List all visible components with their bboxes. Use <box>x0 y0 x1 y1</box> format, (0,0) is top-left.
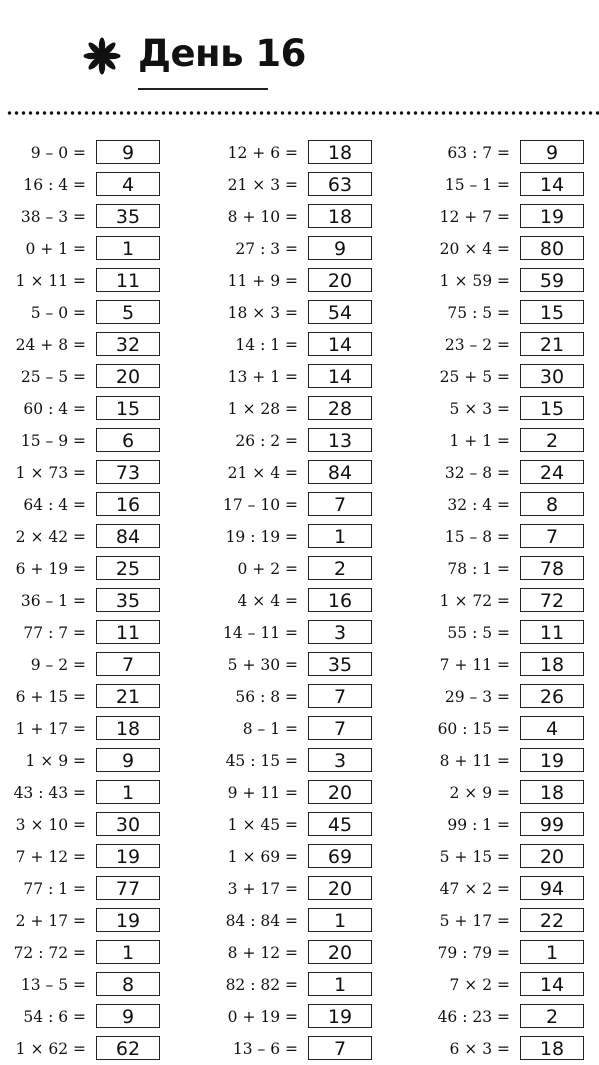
answer-box[interactable]: 54 <box>308 300 372 324</box>
answer-box[interactable]: 18 <box>520 1036 584 1060</box>
answer-box[interactable]: 59 <box>520 268 584 292</box>
exercise-expression: 7 × 2 = <box>449 976 510 994</box>
exercise-row <box>424 681 599 713</box>
exercise-expression: 1 + 1 = <box>449 432 510 450</box>
answer-box[interactable]: 14 <box>520 972 584 996</box>
answer-box[interactable]: 19 <box>96 844 160 868</box>
exercise-expression: 79 : 79 = <box>437 944 510 962</box>
answer-box[interactable]: 9 <box>308 236 372 260</box>
exercise-expression: 15 – 1 = <box>444 176 510 194</box>
answer-box[interactable]: 3 <box>308 620 372 644</box>
exercise-row <box>0 873 180 905</box>
answer-box[interactable]: 19 <box>520 748 584 772</box>
exercise-row <box>0 137 180 169</box>
exercise-row <box>424 969 599 1001</box>
exercise-expression: 5 × 3 = <box>449 400 510 418</box>
exercise-expression: 9 + 11 = <box>227 784 298 802</box>
exercise-row <box>212 873 392 905</box>
answer-box[interactable]: 21 <box>520 332 584 356</box>
dotted-divider <box>6 110 599 116</box>
exercise-row <box>212 681 392 713</box>
answer-box[interactable]: 8 <box>96 972 160 996</box>
exercise-expression: 1 × 45 = <box>227 816 298 834</box>
answer-box[interactable]: 72 <box>520 588 584 612</box>
exercise-expression: 15 – 8 = <box>444 528 510 546</box>
answer-box[interactable]: 8 <box>520 492 584 516</box>
answer-box[interactable]: 14 <box>520 172 584 196</box>
exercise-row <box>212 457 392 489</box>
answer-box[interactable]: 18 <box>308 204 372 228</box>
exercise-row <box>212 521 392 553</box>
exercise-row <box>212 489 392 521</box>
exercise-expression: 14 – 11 = <box>223 624 298 642</box>
exercise-row <box>0 969 180 1001</box>
answer-box[interactable]: 35 <box>308 652 372 676</box>
answer-box[interactable]: 30 <box>96 812 160 836</box>
exercise-expression: 36 – 1 = <box>20 592 86 610</box>
exercise-expression: 82 : 82 = <box>225 976 298 994</box>
exercise-row <box>212 329 392 361</box>
exercise-expression: 1 + 17 = <box>15 720 86 738</box>
exercise-row <box>212 809 392 841</box>
exercise-row <box>212 297 392 329</box>
answer-box[interactable]: 11 <box>520 620 584 644</box>
exercise-row <box>424 361 599 393</box>
exercise-row <box>424 649 599 681</box>
exercise-expression: 77 : 7 = <box>23 624 86 642</box>
answer-box[interactable]: 20 <box>308 780 372 804</box>
exercise-row <box>212 553 392 585</box>
exercise-expression: 72 : 72 = <box>13 944 86 962</box>
exercise-row <box>0 649 180 681</box>
answer-box[interactable]: 1 <box>96 236 160 260</box>
exercise-row <box>424 1033 599 1065</box>
answer-box[interactable]: 21 <box>96 684 160 708</box>
exercise-row <box>0 169 180 201</box>
exercise-row <box>0 521 180 553</box>
exercise-expression: 1 × 11 = <box>15 272 86 290</box>
exercise-row <box>424 553 599 585</box>
answer-box[interactable]: 11 <box>96 268 160 292</box>
exercise-expression: 24 + 8 = <box>15 336 86 354</box>
answer-box[interactable]: 15 <box>520 300 584 324</box>
exercise-expression: 2 × 42 = <box>15 528 86 546</box>
exercise-expression: 75 : 5 = <box>447 304 510 322</box>
exercise-expression: 23 – 2 = <box>444 336 510 354</box>
exercise-row <box>212 617 392 649</box>
exercise-row <box>0 777 180 809</box>
answer-box[interactable]: 4 <box>520 716 584 740</box>
exercise-row <box>212 777 392 809</box>
exercise-row <box>212 1001 392 1033</box>
exercise-column-3 <box>424 137 599 1065</box>
exercise-row <box>0 905 180 937</box>
exercise-expression: 21 × 4 = <box>227 464 298 482</box>
exercise-expression: 1 × 69 = <box>227 848 298 866</box>
answer-box[interactable]: 84 <box>308 460 372 484</box>
exercise-row <box>424 1001 599 1033</box>
answer-box[interactable]: 9 <box>96 140 160 164</box>
exercise-expression: 8 + 11 = <box>439 752 510 770</box>
answer-box[interactable]: 13 <box>308 428 372 452</box>
exercise-expression: 5 + 30 = <box>227 656 298 674</box>
exercise-expression: 13 + 1 = <box>227 368 298 386</box>
exercise-row <box>212 169 392 201</box>
exercise-row <box>212 425 392 457</box>
answer-box[interactable]: 77 <box>96 876 160 900</box>
exercise-expression: 26 : 2 = <box>235 432 298 450</box>
answer-box[interactable]: 3 <box>308 748 372 772</box>
exercise-expression: 1 × 73 = <box>15 464 86 482</box>
answer-box[interactable]: 7 <box>308 684 372 708</box>
exercise-row <box>424 713 599 745</box>
exercise-row <box>424 937 599 969</box>
exercise-expression: 9 – 0 = <box>30 144 86 162</box>
answer-box[interactable]: 11 <box>96 620 160 644</box>
exercise-expression: 4 × 4 = <box>237 592 298 610</box>
exercise-expression: 32 : 4 = <box>447 496 510 514</box>
exercise-expression: 12 + 6 = <box>227 144 298 162</box>
exercise-row <box>0 745 180 777</box>
exercise-expression: 7 + 11 = <box>439 656 510 674</box>
answer-box[interactable]: 9 <box>520 140 584 164</box>
exercise-row <box>0 841 180 873</box>
answer-box[interactable]: 18 <box>520 652 584 676</box>
exercise-expression: 5 + 17 = <box>439 912 510 930</box>
answer-box[interactable]: 30 <box>520 364 584 388</box>
exercise-expression: 60 : 15 = <box>437 720 510 738</box>
answer-box[interactable]: 7 <box>308 716 372 740</box>
exercise-expression: 29 – 3 = <box>444 688 510 706</box>
answer-box[interactable]: 84 <box>96 524 160 548</box>
page-title: День 16 <box>138 32 306 75</box>
title-underline <box>138 88 268 90</box>
exercise-row <box>0 457 180 489</box>
exercise-row <box>424 905 599 937</box>
exercise-expression: 27 : 3 = <box>235 240 298 258</box>
answer-box[interactable]: 1 <box>520 940 584 964</box>
exercise-expression: 8 + 10 = <box>227 208 298 226</box>
answer-box[interactable]: 24 <box>520 460 584 484</box>
exercise-expression: 1 × 72 = <box>439 592 510 610</box>
exercise-row <box>0 713 180 745</box>
answer-box[interactable]: 18 <box>520 780 584 804</box>
answer-box[interactable]: 15 <box>520 396 584 420</box>
exercise-row <box>212 361 392 393</box>
exercise-row <box>212 937 392 969</box>
exercise-expression: 9 – 2 = <box>30 656 86 674</box>
exercise-row <box>424 297 599 329</box>
answer-box[interactable]: 2 <box>308 556 372 580</box>
exercise-expression: 1 × 9 = <box>25 752 86 770</box>
exercise-expression: 63 : 7 = <box>447 144 510 162</box>
exercise-expression: 6 + 19 = <box>15 560 86 578</box>
exercise-expression: 12 + 7 = <box>439 208 510 226</box>
exercise-expression: 21 × 3 = <box>227 176 298 194</box>
answer-box[interactable]: 26 <box>520 684 584 708</box>
exercise-row <box>424 137 599 169</box>
exercise-row <box>424 265 599 297</box>
exercise-row <box>424 489 599 521</box>
exercise-row <box>424 425 599 457</box>
exercise-expression: 47 × 2 = <box>439 880 510 898</box>
exercise-expression: 45 : 15 = <box>225 752 298 770</box>
exercise-expression: 11 + 9 = <box>227 272 298 290</box>
answer-box[interactable]: 1 <box>96 780 160 804</box>
answer-box[interactable]: 1 <box>308 972 372 996</box>
answer-box[interactable]: 20 <box>308 876 372 900</box>
exercise-expression: 20 × 4 = <box>439 240 510 258</box>
answer-box[interactable]: 18 <box>96 716 160 740</box>
exercise-row <box>0 361 180 393</box>
exercise-row <box>0 201 180 233</box>
exercise-row <box>212 745 392 777</box>
exercise-expression: 6 × 3 = <box>449 1040 510 1058</box>
answer-box[interactable]: 78 <box>520 556 584 580</box>
exercise-row <box>212 393 392 425</box>
exercise-row <box>0 393 180 425</box>
exercise-row <box>424 393 599 425</box>
exercise-expression: 13 – 6 = <box>232 1040 298 1058</box>
answer-box[interactable]: 7 <box>520 524 584 548</box>
exercise-row <box>0 489 180 521</box>
answer-box[interactable]: 19 <box>96 908 160 932</box>
exercise-row <box>424 585 599 617</box>
answer-box[interactable]: 20 <box>308 940 372 964</box>
answer-box[interactable]: 32 <box>96 332 160 356</box>
exercise-expression: 77 : 1 = <box>23 880 86 898</box>
exercise-row <box>0 265 180 297</box>
exercise-row <box>0 937 180 969</box>
exercise-row <box>424 329 599 361</box>
exercise-expression: 0 + 2 = <box>237 560 298 578</box>
exercise-expression: 38 – 3 = <box>20 208 86 226</box>
exercise-row <box>424 873 599 905</box>
exercise-row <box>212 713 392 745</box>
exercise-expression: 3 × 10 = <box>15 816 86 834</box>
exercise-expression: 60 : 4 = <box>23 400 86 418</box>
exercise-row <box>212 233 392 265</box>
exercise-row <box>424 457 599 489</box>
exercise-row <box>0 297 180 329</box>
exercise-row <box>0 681 180 713</box>
exercise-row <box>212 137 392 169</box>
exercise-row <box>424 777 599 809</box>
exercise-expression: 78 : 1 = <box>447 560 510 578</box>
page-header <box>0 0 599 110</box>
exercise-row <box>424 617 599 649</box>
exercise-row <box>0 1033 180 1065</box>
answer-box[interactable]: 80 <box>520 236 584 260</box>
answer-box[interactable]: 73 <box>96 460 160 484</box>
exercise-expression: 84 : 84 = <box>225 912 298 930</box>
exercise-row <box>0 553 180 585</box>
exercise-row <box>0 233 180 265</box>
exercise-row <box>424 201 599 233</box>
answer-box[interactable]: 1 <box>308 908 372 932</box>
answer-box[interactable]: 15 <box>96 396 160 420</box>
answer-box[interactable]: 62 <box>96 1036 160 1060</box>
exercise-expression: 14 : 1 = <box>235 336 298 354</box>
exercise-row <box>0 809 180 841</box>
exercise-expression: 2 × 9 = <box>449 784 510 802</box>
exercise-row <box>212 905 392 937</box>
exercise-expression: 1 × 28 = <box>227 400 298 418</box>
exercise-column-1 <box>0 137 180 1065</box>
exercise-expression: 1 × 62 = <box>15 1040 86 1058</box>
exercise-expression: 2 + 17 = <box>15 912 86 930</box>
exercise-row <box>0 617 180 649</box>
exercise-expression: 18 × 3 = <box>227 304 298 322</box>
exercise-row <box>424 233 599 265</box>
answer-box[interactable]: 63 <box>308 172 372 196</box>
exercise-expression: 43 : 43 = <box>13 784 86 802</box>
answer-box[interactable]: 7 <box>96 652 160 676</box>
exercise-expression: 56 : 8 = <box>235 688 298 706</box>
exercise-column-2 <box>212 137 392 1065</box>
exercise-expression: 55 : 5 = <box>447 624 510 642</box>
exercise-row <box>0 425 180 457</box>
answer-box[interactable]: 14 <box>308 364 372 388</box>
exercise-expression: 54 : 6 = <box>23 1008 86 1026</box>
answer-box[interactable]: 19 <box>520 204 584 228</box>
answer-box[interactable]: 35 <box>96 588 160 612</box>
exercise-row <box>424 521 599 553</box>
answer-box[interactable]: 25 <box>96 556 160 580</box>
exercise-row <box>424 809 599 841</box>
answer-box[interactable]: 94 <box>520 876 584 900</box>
answer-box[interactable]: 1 <box>308 524 372 548</box>
answer-box[interactable]: 20 <box>96 364 160 388</box>
answer-box[interactable]: 45 <box>308 812 372 836</box>
exercise-row <box>424 745 599 777</box>
answer-box[interactable]: 69 <box>308 844 372 868</box>
answer-box[interactable]: 9 <box>96 748 160 772</box>
answer-box[interactable]: 1 <box>96 940 160 964</box>
answer-box[interactable]: 35 <box>96 204 160 228</box>
exercise-expression: 8 – 1 = <box>242 720 298 738</box>
exercise-expression: 99 : 1 = <box>447 816 510 834</box>
answer-box[interactable]: 6 <box>96 428 160 452</box>
exercise-expression: 19 : 19 = <box>225 528 298 546</box>
exercise-row <box>212 265 392 297</box>
exercise-row <box>212 969 392 1001</box>
exercise-expression: 17 – 10 = <box>223 496 298 514</box>
exercise-expression: 64 : 4 = <box>23 496 86 514</box>
answer-box[interactable]: 99 <box>520 812 584 836</box>
exercise-expression: 16 : 4 = <box>23 176 86 194</box>
exercise-expression: 46 : 23 = <box>437 1008 510 1026</box>
answer-box[interactable]: 22 <box>520 908 584 932</box>
exercise-row <box>212 585 392 617</box>
answer-box[interactable]: 4 <box>96 172 160 196</box>
answer-box[interactable]: 18 <box>308 140 372 164</box>
exercise-row <box>0 329 180 361</box>
exercise-expression: 3 + 17 = <box>227 880 298 898</box>
answer-box[interactable]: 16 <box>308 588 372 612</box>
exercise-expression: 1 × 59 = <box>439 272 510 290</box>
answer-box[interactable]: 7 <box>308 492 372 516</box>
exercise-expression: 5 + 15 = <box>439 848 510 866</box>
exercise-expression: 5 – 0 = <box>30 304 86 322</box>
exercise-expression: 13 – 5 = <box>20 976 86 994</box>
answer-box[interactable]: 5 <box>96 300 160 324</box>
exercise-expression: 0 + 1 = <box>25 240 86 258</box>
exercise-expression: 25 + 5 = <box>439 368 510 386</box>
answer-box[interactable]: 19 <box>308 1004 372 1028</box>
exercise-expression: 6 + 15 = <box>15 688 86 706</box>
exercise-expression: 7 + 12 = <box>15 848 86 866</box>
answer-box[interactable]: 7 <box>308 1036 372 1060</box>
answer-box[interactable]: 2 <box>520 428 584 452</box>
exercise-expression: 15 – 9 = <box>20 432 86 450</box>
exercise-row <box>212 201 392 233</box>
exercise-expression: 8 + 12 = <box>227 944 298 962</box>
exercise-expression: 25 – 5 = <box>20 368 86 386</box>
exercise-row <box>424 841 599 873</box>
exercise-expression: 0 + 19 = <box>227 1008 298 1026</box>
answer-box[interactable]: 20 <box>520 844 584 868</box>
exercise-row <box>424 169 599 201</box>
exercise-row <box>212 841 392 873</box>
exercise-expression: 32 – 8 = <box>444 464 510 482</box>
asterisk-flower-icon <box>82 36 122 76</box>
answer-box[interactable]: 20 <box>308 268 372 292</box>
answer-box[interactable]: 9 <box>96 1004 160 1028</box>
answer-box[interactable]: 14 <box>308 332 372 356</box>
answer-box[interactable]: 28 <box>308 396 372 420</box>
exercise-row <box>212 649 392 681</box>
exercise-row <box>0 585 180 617</box>
exercise-row <box>0 1001 180 1033</box>
answer-box[interactable]: 2 <box>520 1004 584 1028</box>
exercise-row <box>212 1033 392 1065</box>
answer-box[interactable]: 16 <box>96 492 160 516</box>
